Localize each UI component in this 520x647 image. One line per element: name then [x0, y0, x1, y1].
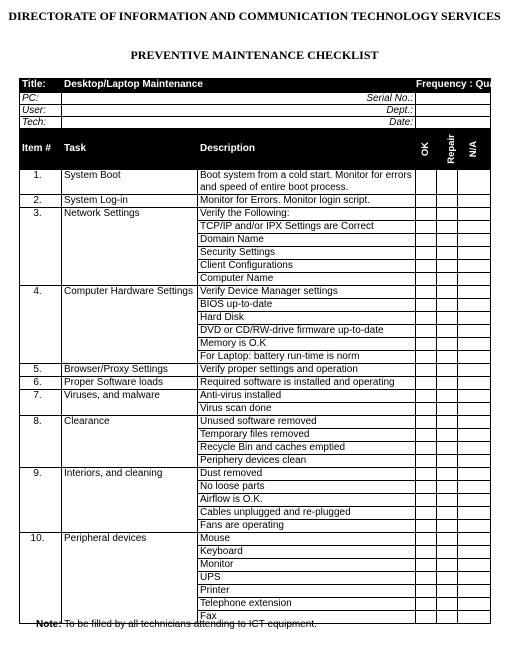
task-description: Mouse	[198, 533, 416, 546]
na-checkbox-cell[interactable]	[458, 221, 491, 234]
task-description: Airflow is O.K.	[198, 494, 416, 507]
footer-note	[36, 619, 317, 630]
repair-checkbox-cell[interactable]	[437, 468, 458, 481]
col-task: Task	[62, 129, 198, 170]
na-checkbox-cell[interactable]	[458, 494, 491, 507]
task-description: Memory is O.K	[198, 338, 416, 351]
task-description: Security Settings	[198, 247, 416, 260]
task-description: Recycle Bin and caches emptied	[198, 442, 416, 455]
table-row	[20, 533, 491, 546]
task-name: Computer Hardware Settings	[62, 286, 198, 364]
ok-checkbox-cell[interactable]	[416, 351, 437, 364]
table-row	[20, 468, 491, 481]
task-description: Fax	[198, 611, 416, 624]
task-name: Interiors, and cleaning	[62, 468, 198, 533]
ok-checkbox-cell[interactable]	[416, 338, 437, 351]
task-description: Telephone extension	[198, 598, 416, 611]
item-number: 10.	[20, 533, 62, 624]
table-row	[20, 208, 491, 221]
item-number: 1.	[20, 170, 62, 195]
na-checkbox-cell[interactable]	[458, 273, 491, 286]
task-name: Viruses, and malware	[62, 390, 198, 416]
ok-checkbox-cell[interactable]	[416, 507, 437, 520]
ok-checkbox-cell[interactable]	[416, 170, 437, 195]
repair-checkbox-cell[interactable]	[437, 364, 458, 377]
ok-checkbox-cell[interactable]	[416, 468, 437, 481]
repair-checkbox-cell[interactable]	[437, 546, 458, 559]
repair-checkbox-cell[interactable]	[437, 325, 458, 338]
ok-checkbox-cell[interactable]	[416, 416, 437, 429]
repair-checkbox-cell[interactable]	[437, 520, 458, 533]
serial-field[interactable]	[416, 93, 491, 105]
na-checkbox-cell[interactable]	[458, 442, 491, 455]
task-description: Domain Name	[198, 234, 416, 247]
ok-checkbox-cell[interactable]	[416, 195, 437, 208]
title-bar	[20, 79, 491, 93]
item-number: 9.	[20, 468, 62, 533]
na-checkbox-cell[interactable]	[458, 572, 491, 585]
repair-checkbox-cell[interactable]	[437, 416, 458, 429]
repair-checkbox-cell[interactable]	[437, 585, 458, 598]
item-number: 3.	[20, 208, 62, 286]
repair-checkbox-cell[interactable]	[437, 442, 458, 455]
task-description: Verify the Following:	[198, 208, 416, 221]
item-number: 5.	[20, 364, 62, 377]
table-row	[20, 377, 491, 390]
frequency-label: Frequency : Quarterly	[416, 79, 491, 93]
task-description: UPS	[198, 572, 416, 585]
title-value: Desktop/Laptop Maintenance	[62, 79, 416, 93]
na-checkbox-cell[interactable]	[458, 351, 491, 364]
task-name: Peripheral devices	[62, 533, 198, 624]
na-checkbox-cell[interactable]	[458, 260, 491, 273]
na-checkbox-cell[interactable]	[458, 611, 491, 624]
na-checkbox-cell[interactable]	[458, 377, 491, 390]
ok-checkbox-cell[interactable]	[416, 208, 437, 221]
repair-checkbox-cell[interactable]	[437, 507, 458, 520]
ok-checkbox-cell[interactable]	[416, 533, 437, 546]
na-checkbox-cell[interactable]	[458, 286, 491, 299]
task-description: Keyboard	[198, 546, 416, 559]
ok-checkbox-cell[interactable]	[416, 455, 437, 468]
na-checkbox-cell[interactable]	[458, 195, 491, 208]
ok-checkbox-cell[interactable]	[416, 286, 437, 299]
col-ok	[416, 129, 437, 170]
col-description: Description	[198, 129, 416, 170]
ok-checkbox-cell[interactable]	[416, 494, 437, 507]
ok-checkbox-cell[interactable]	[416, 221, 437, 234]
note-text: To be filled by all technicians attending to ICT equipment.	[64, 619, 317, 630]
dept-label: Dept.:	[62, 105, 416, 117]
repair-checkbox-cell[interactable]	[437, 351, 458, 364]
item-number: 7.	[20, 390, 62, 416]
org-heading: DIRECTORATE OF INFORMATION AND COMMUNICATION TECHNOLOGY SERVICES	[8, 9, 501, 23]
task-description: Anti-virus installed	[198, 390, 416, 403]
na-checkbox-cell[interactable]	[458, 416, 491, 429]
col-na	[458, 129, 491, 170]
na-checkbox-cell[interactable]	[458, 455, 491, 468]
na-checkbox-cell[interactable]	[458, 247, 491, 260]
pc-label: PC:	[20, 93, 62, 105]
col-ok-label: OK	[420, 141, 431, 157]
ok-checkbox-cell[interactable]	[416, 481, 437, 494]
repair-checkbox-cell[interactable]	[437, 273, 458, 286]
ok-checkbox-cell[interactable]	[416, 598, 437, 611]
task-description: Unused software removed	[198, 416, 416, 429]
table-row	[20, 390, 491, 403]
na-checkbox-cell[interactable]	[458, 338, 491, 351]
item-number: 2.	[20, 195, 62, 208]
na-checkbox-cell[interactable]	[458, 403, 491, 416]
task-name: Clearance	[62, 416, 198, 468]
table-row	[20, 195, 491, 208]
na-checkbox-cell[interactable]	[458, 170, 491, 195]
repair-checkbox-cell[interactable]	[437, 208, 458, 221]
repair-checkbox-cell[interactable]	[437, 221, 458, 234]
task-description: Dust removed	[198, 468, 416, 481]
col-na-label: N/A	[468, 140, 479, 158]
task-name: Browser/Proxy Settings	[62, 364, 198, 377]
task-name: Network Settings	[62, 208, 198, 286]
repair-checkbox-cell[interactable]	[437, 403, 458, 416]
task-description: Monitor	[198, 559, 416, 572]
repair-checkbox-cell[interactable]	[437, 598, 458, 611]
task-description: Client Configurations	[198, 260, 416, 273]
repair-checkbox-cell[interactable]	[437, 572, 458, 585]
repair-checkbox-cell[interactable]	[437, 260, 458, 273]
ok-checkbox-cell[interactable]	[416, 260, 437, 273]
task-description: BIOS up-to-date	[198, 299, 416, 312]
na-checkbox-cell[interactable]	[458, 520, 491, 533]
ok-checkbox-cell[interactable]	[416, 325, 437, 338]
ok-checkbox-cell[interactable]	[416, 442, 437, 455]
ok-checkbox-cell[interactable]	[416, 299, 437, 312]
task-description: DVD or CD/RW-drive firmware up-to-date	[198, 325, 416, 338]
ok-checkbox-cell[interactable]	[416, 377, 437, 390]
ok-checkbox-cell[interactable]	[416, 234, 437, 247]
task-name: System Boot	[62, 170, 198, 195]
col-repair-label: Repair	[445, 134, 457, 164]
ok-checkbox-cell[interactable]	[416, 559, 437, 572]
table-row	[20, 286, 491, 299]
repair-checkbox-cell[interactable]	[437, 455, 458, 468]
ok-checkbox-cell[interactable]	[416, 611, 437, 624]
ok-checkbox-cell[interactable]	[416, 572, 437, 585]
task-description: Verify proper settings and operation	[198, 364, 416, 377]
repair-checkbox-cell[interactable]	[437, 611, 458, 624]
repair-checkbox-cell[interactable]	[437, 338, 458, 351]
ok-checkbox-cell[interactable]	[416, 273, 437, 286]
task-description: No loose parts	[198, 481, 416, 494]
item-number: 4.	[20, 286, 62, 364]
repair-checkbox-cell[interactable]	[437, 312, 458, 325]
na-checkbox-cell[interactable]	[458, 468, 491, 481]
na-checkbox-cell[interactable]	[458, 559, 491, 572]
document-title: PREVENTIVE MAINTENANCE CHECKLIST	[130, 48, 379, 62]
na-checkbox-cell[interactable]	[458, 507, 491, 520]
task-description: Printer	[198, 585, 416, 598]
repair-checkbox-cell[interactable]	[437, 377, 458, 390]
task-description: Temporary files removed	[198, 429, 416, 442]
ok-checkbox-cell[interactable]	[416, 585, 437, 598]
ok-checkbox-cell[interactable]	[416, 546, 437, 559]
na-checkbox-cell[interactable]	[458, 325, 491, 338]
repair-checkbox-cell[interactable]	[437, 533, 458, 546]
tech-label: Tech:	[20, 117, 62, 129]
task-description: Fans are operating	[198, 520, 416, 533]
na-checkbox-cell[interactable]	[458, 481, 491, 494]
task-description: Virus scan done	[198, 403, 416, 416]
repair-checkbox-cell[interactable]	[437, 195, 458, 208]
item-number: 8.	[20, 416, 62, 468]
repair-checkbox-cell[interactable]	[437, 481, 458, 494]
table-row	[20, 416, 491, 429]
note-label: Note:	[36, 619, 62, 630]
item-number: 6.	[20, 377, 62, 390]
col-item: Item #	[20, 129, 62, 170]
repair-checkbox-cell[interactable]	[437, 170, 458, 195]
ok-checkbox-cell[interactable]	[416, 364, 437, 377]
task-description: TCP/IP and/or IPX Settings are Correct	[198, 221, 416, 234]
ok-checkbox-cell[interactable]	[416, 312, 437, 325]
na-checkbox-cell[interactable]	[458, 390, 491, 403]
task-description: For Laptop: battery run-time is norm	[198, 351, 416, 364]
info-row-pc	[20, 93, 491, 105]
na-checkbox-cell[interactable]	[458, 312, 491, 325]
repair-checkbox-cell[interactable]	[437, 247, 458, 260]
checklist-table	[19, 78, 520, 624]
na-checkbox-cell[interactable]	[458, 533, 491, 546]
na-checkbox-cell[interactable]	[458, 364, 491, 377]
na-checkbox-cell[interactable]	[458, 585, 491, 598]
repair-checkbox-cell[interactable]	[437, 494, 458, 507]
date-field[interactable]	[416, 117, 491, 129]
ok-checkbox-cell[interactable]	[416, 247, 437, 260]
na-checkbox-cell[interactable]	[458, 208, 491, 221]
table-row	[20, 170, 491, 195]
repair-checkbox-cell[interactable]	[437, 429, 458, 442]
info-row-user	[20, 105, 491, 117]
na-checkbox-cell[interactable]	[458, 546, 491, 559]
task-description: Hard Disk	[198, 312, 416, 325]
task-description: Computer Name	[198, 273, 416, 286]
task-description: Verify Device Manager settings	[198, 286, 416, 299]
na-checkbox-cell[interactable]	[458, 598, 491, 611]
task-description: Periphery devices clean	[198, 455, 416, 468]
user-label: User:	[20, 105, 62, 117]
task-description: Monitor for Errors. Monitor login script.	[198, 195, 416, 208]
ok-checkbox-cell[interactable]	[416, 403, 437, 416]
dept-field[interactable]	[416, 105, 491, 117]
date-label: Date:	[62, 117, 416, 129]
na-checkbox-cell[interactable]	[458, 299, 491, 312]
task-name: Proper Software loads	[62, 377, 198, 390]
repair-checkbox-cell[interactable]	[437, 390, 458, 403]
ok-checkbox-cell[interactable]	[416, 390, 437, 403]
serial-label: Serial No.:	[62, 93, 416, 105]
task-description: Cables unplugged and re-plugged	[198, 507, 416, 520]
na-checkbox-cell[interactable]	[458, 429, 491, 442]
column-header-row	[20, 129, 491, 170]
ok-checkbox-cell[interactable]	[416, 429, 437, 442]
table-row	[20, 364, 491, 377]
repair-checkbox-cell[interactable]	[437, 286, 458, 299]
repair-checkbox-cell[interactable]	[437, 299, 458, 312]
task-name: System Log-in	[62, 195, 198, 208]
title-label: Title:	[20, 79, 62, 93]
ok-checkbox-cell[interactable]	[416, 520, 437, 533]
na-checkbox-cell[interactable]	[458, 234, 491, 247]
task-description: Required software is installed and operating	[198, 377, 416, 390]
info-row-tech	[20, 117, 491, 129]
repair-checkbox-cell[interactable]	[437, 559, 458, 572]
task-description: Boot system from a cold start. Monitor for errors and speed of entire boot process.	[198, 170, 416, 195]
col-repair	[437, 129, 458, 170]
repair-checkbox-cell[interactable]	[437, 234, 458, 247]
